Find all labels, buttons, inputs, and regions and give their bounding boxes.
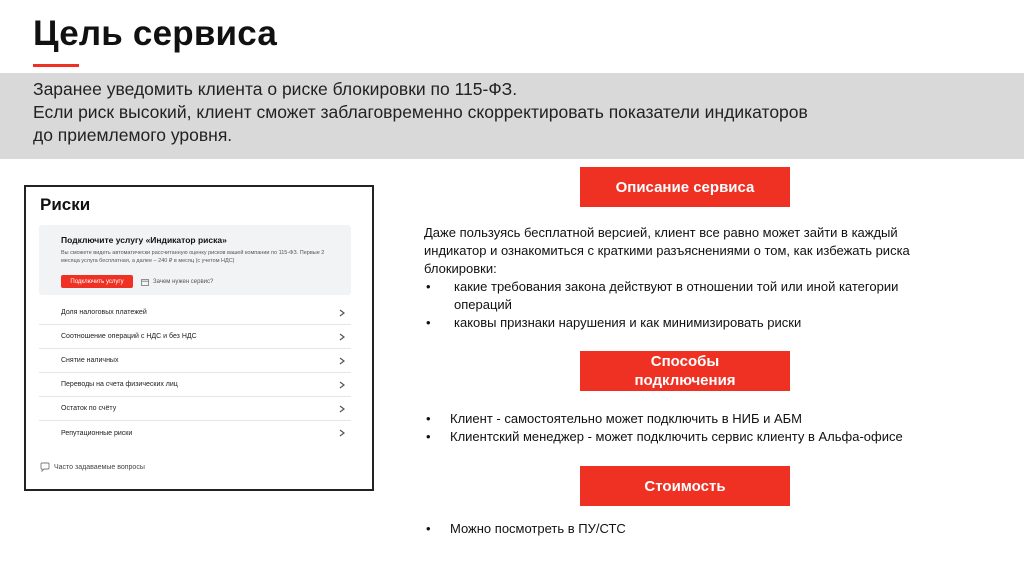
chevron-right-icon: [339, 429, 345, 437]
goal-band: [0, 73, 1024, 159]
risks-screenshot: [24, 185, 374, 491]
list-item: • каковы признаки нарушения и как минимизировать риски: [424, 314, 924, 332]
connection-button-label: [634, 352, 735, 390]
list-item: • Можно посмотреть в ПУ/СТС: [424, 520, 984, 538]
title-underline: [33, 64, 79, 67]
chevron-right-icon: [339, 333, 345, 341]
why-service-link[interactable]: [141, 278, 213, 286]
risk-item[interactable]: [39, 325, 351, 349]
risk-item-label: Снятие наличных: [61, 357, 119, 364]
risks-title: Риски: [40, 195, 91, 214]
risk-item[interactable]: [39, 397, 351, 421]
connection-methods-button[interactable]: [580, 351, 790, 391]
risk-item-label: Соотношение операций с НДС и без НДС: [61, 333, 197, 340]
connection-button-line-2: подключения: [634, 372, 736, 389]
service-description-button[interactable]: Описание сервиса: [580, 167, 790, 207]
list-item: • Клиент - самостоятельно может подключить в НИБ и АБМ: [424, 410, 984, 428]
list-item: • Клиентский менеджер - может подключить сервис клиенту в Альфа-офисе: [424, 428, 984, 446]
risk-item[interactable]: [39, 349, 351, 373]
connection-block: [424, 410, 984, 446]
goal-line-2: Если риск высокий, клиент сможет заблаговременно скорректировать показатели индикаторов: [33, 102, 808, 122]
calendar-icon: [141, 278, 149, 286]
description-intro: Даже пользуясь бесплатной версией, клиент все равно может зайти в каждый индикатор и ознакомиться с краткими разъяснениями о том, как избежать риска блокировки:: [424, 225, 910, 276]
risk-item[interactable]: [39, 373, 351, 397]
cost-block: [424, 520, 984, 538]
promo-card: [39, 225, 351, 295]
chat-bubble-icon: [40, 462, 50, 472]
goal-line-3: до приемлемого уровня.: [33, 125, 233, 145]
risk-item-label: Переводы на счета физических лиц: [61, 381, 178, 388]
promo-heading: Подключите услугу «Индикатор риска»: [61, 235, 227, 245]
connection-bullets: [424, 410, 984, 446]
cost-bullets: [424, 520, 984, 538]
risk-item[interactable]: [39, 301, 351, 325]
risk-list: [39, 301, 351, 445]
list-item: • какие требования закона действуют в отношении той или иной категории операций: [424, 278, 924, 314]
description-block: [424, 224, 924, 332]
goal-line-1: Заранее уведомить клиента о риске блокировки по 115-ФЗ.: [33, 79, 518, 99]
chevron-right-icon: [339, 405, 345, 413]
risk-item[interactable]: [39, 421, 351, 445]
connection-button-line-1: Способы: [650, 353, 720, 370]
chevron-right-icon: [339, 381, 345, 389]
description-bullets: [424, 278, 924, 332]
faq-label: Часто задаваемые вопросы: [54, 463, 145, 471]
cost-button[interactable]: Стоимость: [580, 466, 790, 506]
chevron-right-icon: [339, 309, 345, 317]
risk-item-label: Доля налоговых платежей: [61, 309, 147, 316]
faq-link[interactable]: [40, 462, 145, 472]
risk-item-label: Репутационные риски: [61, 429, 133, 437]
why-service-label: Зачем нужен сервис?: [153, 278, 214, 285]
promo-actions: [61, 275, 213, 288]
slide-title: Цель сервиса: [33, 14, 278, 53]
promo-text: Вы сможете видеть автоматически рассчитанную оценку рисков вашей компании по 115-ФЗ. Первые 2 месяца услуга бесплатная, а далее – 240 ₽ в месяц (с учетом НДС): [61, 250, 325, 264]
connect-service-button[interactable]: Подключить услугу: [61, 275, 133, 288]
chevron-right-icon: [339, 357, 345, 365]
risk-item-label: Остаток по счёту: [61, 405, 117, 412]
